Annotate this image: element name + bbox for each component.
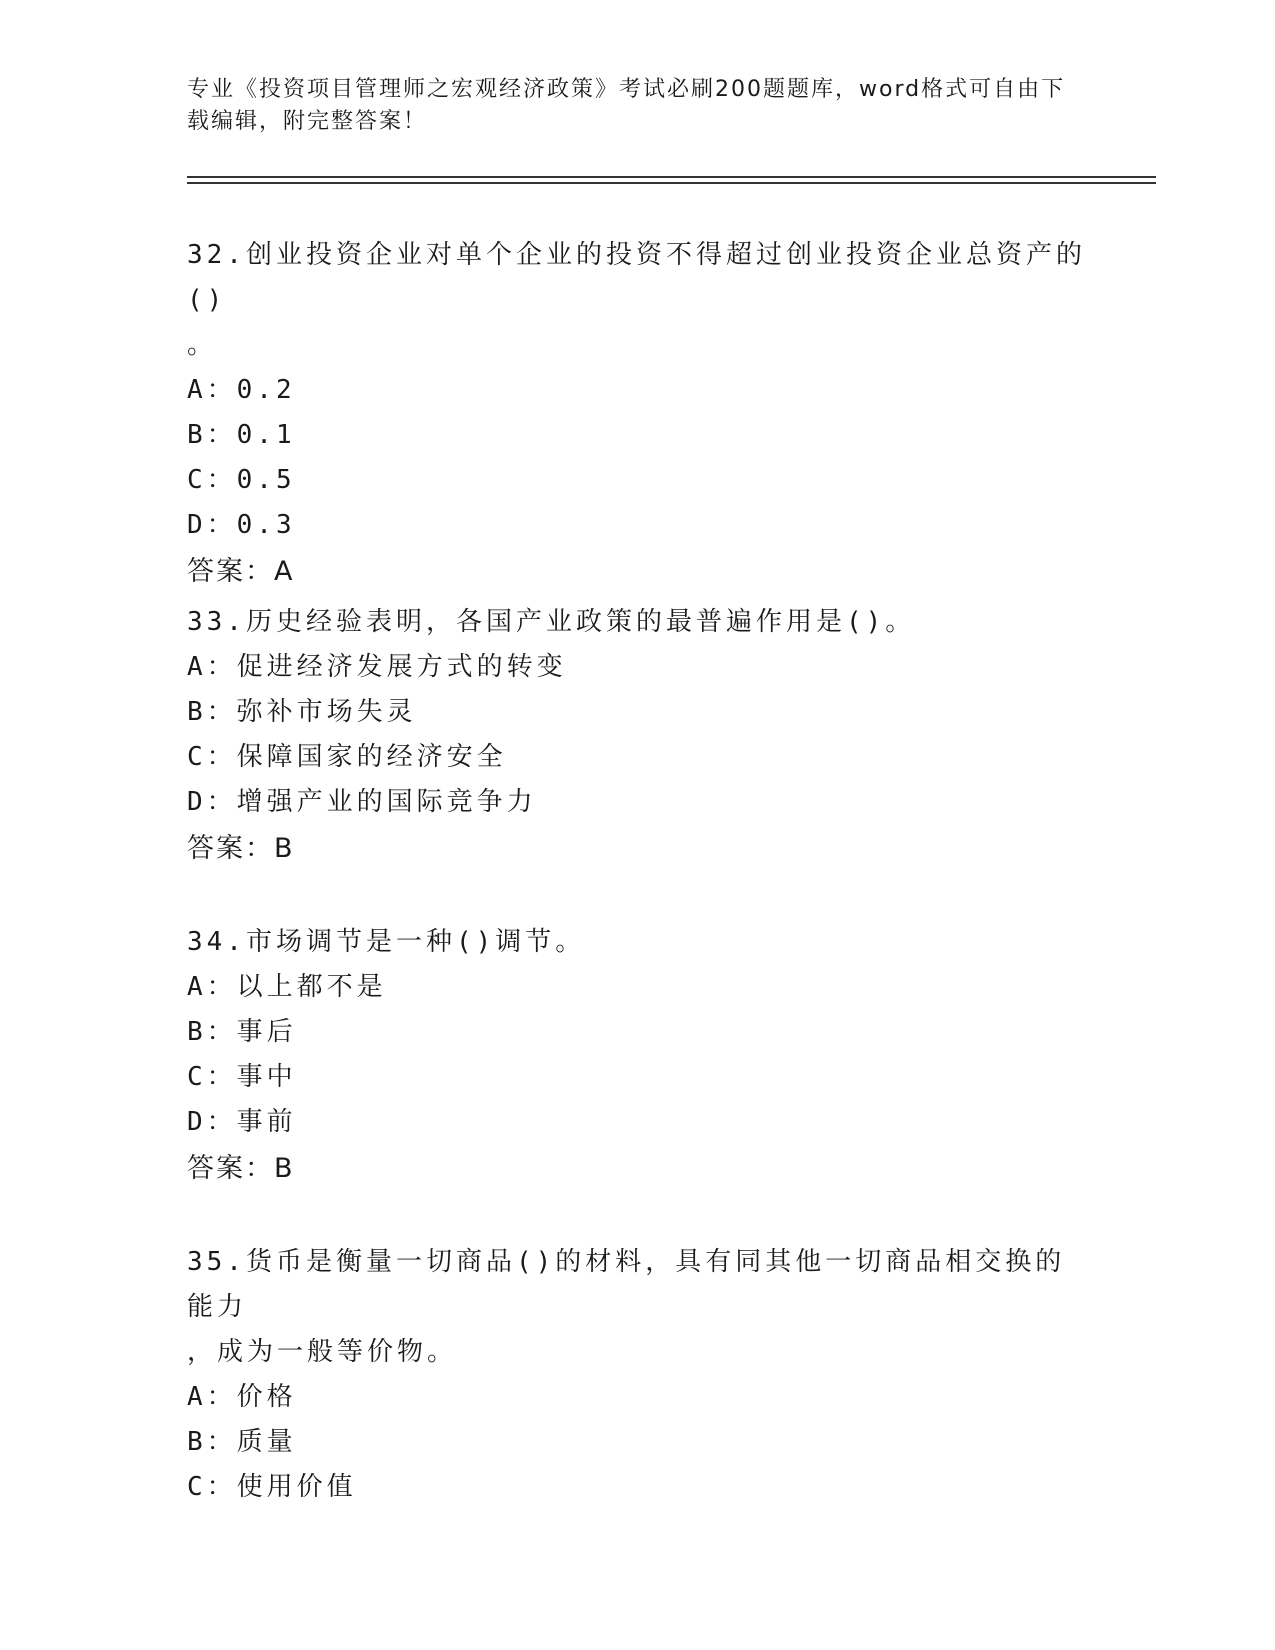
question-stem-continuation: 。	[187, 330, 218, 360]
question-stem: 34.市场调节是一种()调节。	[187, 927, 586, 957]
option-c: C：使用价值	[187, 1472, 357, 1502]
option-d: D：0.3	[187, 510, 296, 540]
option-d: D：增强产业的国际竞争力	[187, 787, 537, 817]
option-b: B：弥补市场失灵	[187, 697, 417, 727]
option-b: B：事后	[187, 1017, 297, 1047]
answer-line: 答案：A	[187, 556, 295, 587]
question-35	[187, 1240, 1087, 1510]
question-stem-continuation: ，成为一般等价物。	[187, 1337, 458, 1367]
answer-line: 答案：B	[187, 833, 295, 864]
question-stem: 35.货币是衡量一切商品()的材料，具有同其他一切商品相交换的能力	[187, 1247, 1066, 1322]
answer-line: 答案：B	[187, 1153, 295, 1184]
option-c: C：事中	[187, 1062, 297, 1092]
question-33	[187, 600, 1087, 873]
question-stem: 32.创业投资企业对单个企业的投资不得超过创业投资企业总资产的()	[187, 240, 1086, 315]
question-32	[187, 233, 1087, 596]
option-c: C：保障国家的经济安全	[187, 742, 507, 772]
option-a: A：促进经济发展方式的转变	[187, 652, 567, 682]
option-b: B：质量	[187, 1427, 297, 1457]
option-c: C：0.5	[187, 465, 296, 495]
option-b: B：0.1	[187, 420, 296, 450]
option-a: A：以上都不是	[187, 972, 387, 1002]
document-header: 专业《投资项目管理师之宏观经济政策》考试必刷200题题库，word格式可自由下载编辑，附完整答案！	[187, 77, 1066, 134]
header-divider-top	[187, 176, 1156, 178]
option-d: D：事前	[187, 1107, 297, 1137]
option-a: A：0.2	[187, 375, 296, 405]
question-34	[187, 920, 1087, 1193]
option-a: A：价格	[187, 1382, 297, 1412]
question-stem: 33.历史经验表明，各国产业政策的最普遍作用是()。	[187, 607, 916, 637]
header-divider-bottom	[187, 182, 1156, 184]
